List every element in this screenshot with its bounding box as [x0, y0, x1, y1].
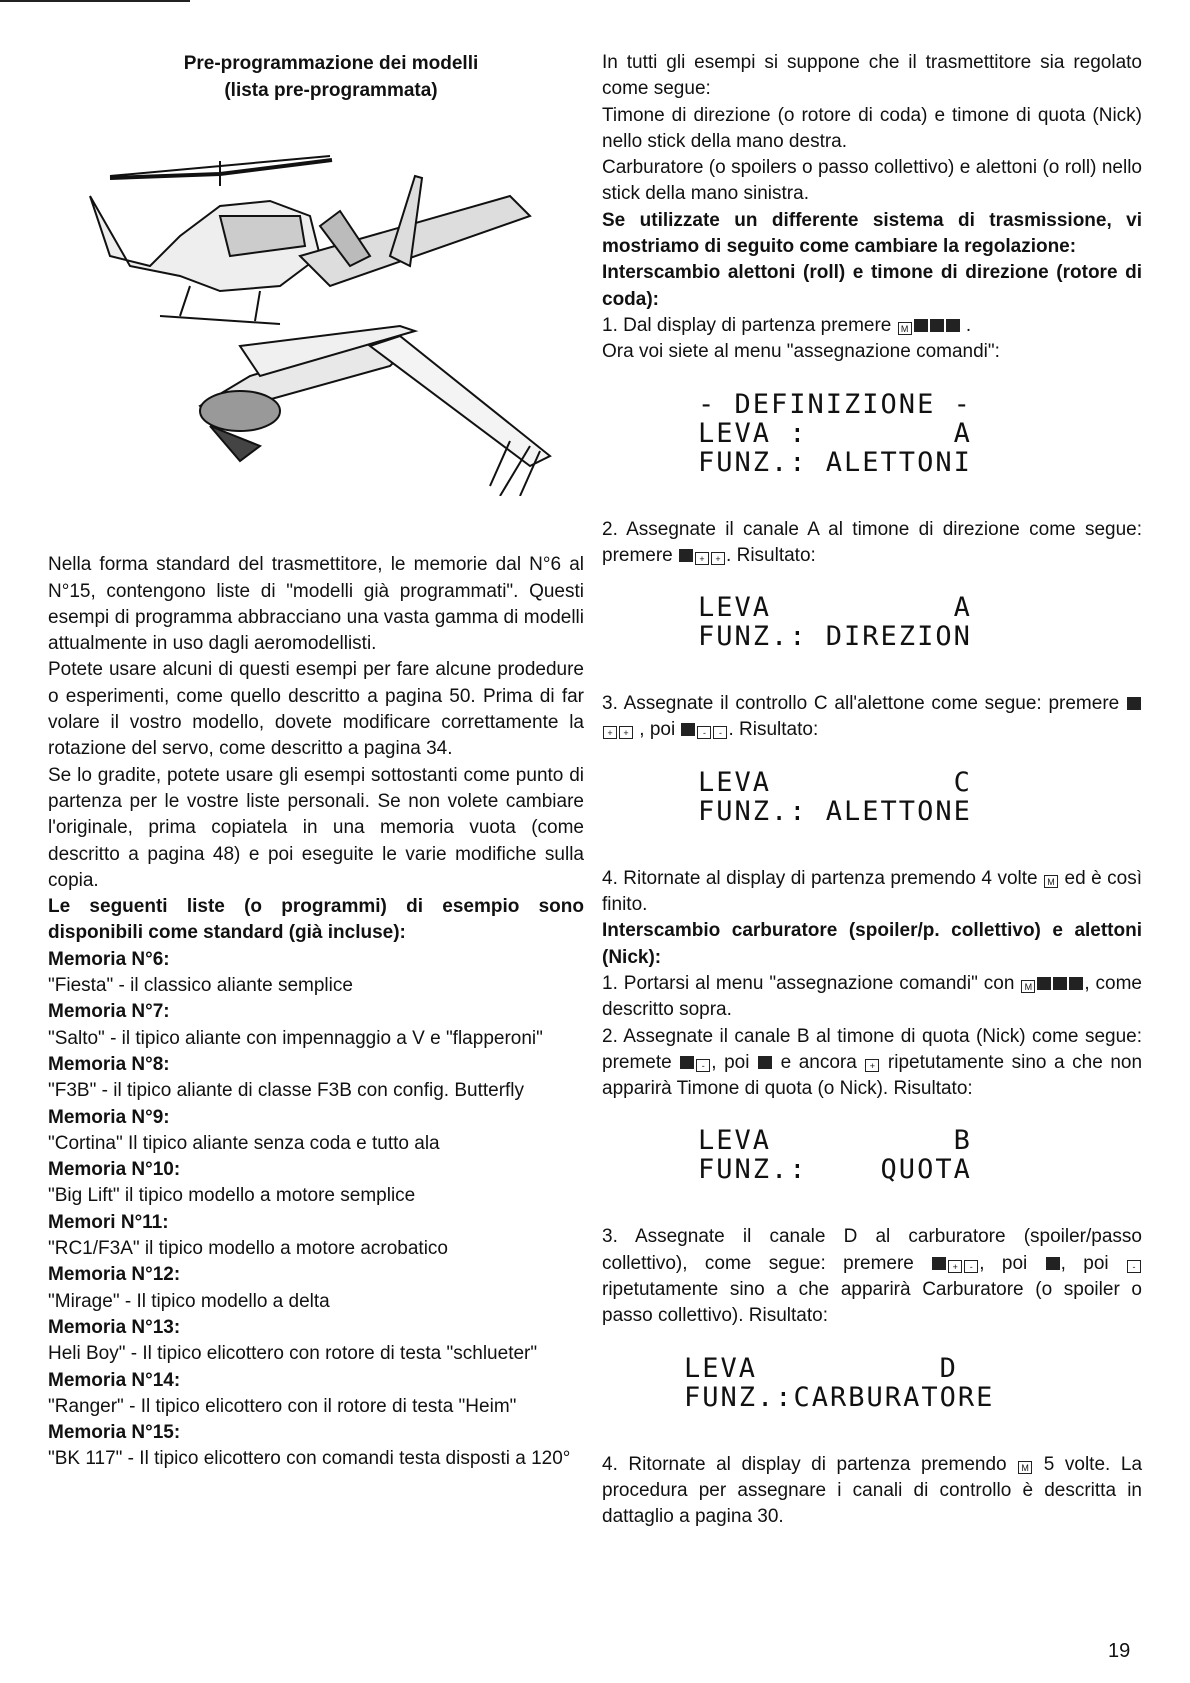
- key-icon: [930, 319, 944, 332]
- paragraph-4: Le seguenti liste (o programmi) di esempio sono disponibili come standard (già incluse):: [48, 896, 584, 944]
- r-paragraph-3: Carburatore (o spoilers o passo collettivo) e alettoni (o roll) nello stick della mano sinistra.: [602, 157, 1142, 205]
- memory-text: "Salto" - il tipico aliante con impennaggio a V e "flapperoni": [48, 1027, 543, 1049]
- left-column: [48, 50, 584, 1473]
- memory-heading: Memoria N°13:: [48, 1316, 181, 1338]
- key-icon: [946, 319, 960, 332]
- key-icon: [1069, 977, 1083, 990]
- memory-heading: Memoria N°12:: [48, 1264, 181, 1286]
- memory-text: "Ranger" - Il tipico elicottero con il rotore di testa "Heim": [48, 1395, 517, 1417]
- key-icon: +: [865, 1059, 879, 1072]
- lcd-display-4: LEVA B FUNZ.: QUOTA: [698, 1125, 972, 1186]
- r-paragraph-2: Timone di direzione (o rotore di coda) e timone di quota (Nick) nello stick della mano destra.: [602, 104, 1142, 152]
- memory-text: "Big Lift" il tipico modello a motore semplice: [48, 1185, 416, 1207]
- key-icon: +: [695, 552, 709, 565]
- memory-text: "F3B" - il tipico aliante di classe F3B con config. Butterfly: [48, 1080, 525, 1102]
- step-t2: 2. Assegnate il canale B al timone di quota (Nick) come segue: premete - , poi e ancora + ripetutamente sino a che non apparirà Timone di quota (o Nick). Risultato:: [602, 1025, 1143, 1100]
- key-icon: [681, 723, 695, 736]
- step-2: 2. Assegnate il canale A al timone di direzione come segue: premere + + . Risultato:: [602, 518, 1142, 566]
- step-3: 3. Assegnate il controllo C all'alettone come segue: premere + + , poi - - . Risultato:: [602, 691, 1142, 744]
- lcd-display-3: LEVA C FUNZ.: ALETTONE: [698, 766, 972, 827]
- heading-interchange-2: Interscambio carburatore (spoiler/p. collettivo) e alettoni (Nick):: [602, 920, 1142, 968]
- r-paragraph-4: Se utilizzate un differente sistema di trasmissione, vi mostriamo di seguito come cambiare la regolazione:: [602, 209, 1142, 258]
- memory-text: "Cortina" Il tipico aliante senza coda e tutto ala: [48, 1132, 440, 1154]
- models-illustration: [70, 116, 570, 496]
- step-1: 1. Dal display di partenza premere M .: [602, 314, 972, 336]
- key-icon: +: [711, 552, 725, 565]
- memory-heading: Memoria N°6:: [48, 948, 170, 970]
- memory-heading: Memoria N°10:: [48, 1159, 181, 1181]
- key-icon: -: [697, 726, 711, 739]
- section-subtitle: (lista pre-programmata): [224, 80, 438, 101]
- memory-heading: Memoria N°15:: [48, 1422, 181, 1444]
- step-4: 4. Ritornate al display di partenza premendo 4 volte M ed è così finito.: [602, 867, 1142, 916]
- key-icon: [680, 1056, 694, 1069]
- paragraph-3: Se lo gradite, potete usare gli esempi sottostanti come punto di partenza per le vostre liste personali. Se non volete cambiare l'originale, prima copiatela in una memoria vuota (come descritto a pagina 48) e poi eseguite le varie modifiche sulla copia.: [48, 764, 584, 891]
- key-icon: [1127, 697, 1141, 710]
- lcd-display-5: LEVA D FUNZ.:CARBURATORE: [684, 1352, 995, 1413]
- memory-heading: Memoria N°7:: [48, 1001, 170, 1023]
- memory-heading: Memori N°11:: [48, 1211, 169, 1233]
- memory-text: "BK 117" - Il tipico elicottero con comandi testa disposti a 120°: [48, 1448, 571, 1470]
- key-icon: M: [1021, 980, 1035, 993]
- key-icon: M: [1044, 875, 1058, 888]
- key-icon: -: [1127, 1260, 1141, 1273]
- key-icon: [1053, 977, 1067, 990]
- key-icon: +: [603, 726, 617, 739]
- memory-text: "RC1/F3A" il tipico modello a motore acrobatico: [48, 1238, 448, 1260]
- memory-heading: Memoria N°9:: [48, 1106, 170, 1128]
- r-paragraph-1: In tutti gli esempi si suppone che il trasmettitore sia regolato come segue:: [602, 52, 1142, 100]
- step-t1: 1. Portarsi al menu "assegnazione comandi" con M , come descritto sopra.: [602, 972, 1142, 1021]
- step-1b: Ora voi siete al menu "assegnazione comandi":: [602, 341, 1000, 363]
- heading-interchange-1: Interscambio alettoni (roll) e timone di direzione (rotore di coda):: [602, 262, 1142, 310]
- step-t3: 3. Assegnate il canale D al carburatore (spoiler/passo collettivo), come segue: premere + - , poi , poi - ripetutamente sino a che apparirà Carburatore (o spoiler o passo collettivo). Risultato:: [602, 1226, 1142, 1327]
- key-icon: M: [1018, 1461, 1032, 1474]
- key-icon: [914, 319, 928, 332]
- lcd-display-1: - DEFINIZIONE - LEVA : A FUNZ.: ALETTONI: [698, 388, 972, 478]
- key-icon: [758, 1056, 772, 1069]
- key-icon: [679, 549, 693, 562]
- key-icon: [1037, 977, 1051, 990]
- step-t4: 4. Ritornate al display di partenza premendo M 5 volte. La procedura per assegnare i canali di controllo è descritta in dattaglio a pagina 30.: [602, 1453, 1143, 1528]
- key-icon: +: [619, 726, 633, 739]
- key-icon: -: [696, 1059, 710, 1072]
- key-icon: M: [898, 322, 912, 335]
- key-icon: +: [948, 1260, 962, 1273]
- intro-paragraph: Nella forma standard del trasmettitore, le memorie dal N°6 al N°15, contengono liste di "modelli già programmati". Questi esempi di programma abbracciano una vasta gamma di modelli attualmente in uso dagli aeromodellisti.: [48, 554, 584, 655]
- right-column: [602, 50, 1142, 1531]
- key-icon: -: [964, 1260, 978, 1273]
- memory-text: Heli Boy" - Il tipico elicottero con rotore di testa "schlueter": [48, 1343, 538, 1365]
- lcd-display-2: LEVA A FUNZ.: DIREZION: [698, 592, 972, 653]
- memory-text: "Fiesta" - il classico aliante semplice: [48, 975, 353, 997]
- page-number: 19: [1108, 1640, 1131, 1662]
- section-title: Pre-programmazione dei modelli: [183, 53, 479, 74]
- memory-heading: Memoria N°14:: [48, 1369, 181, 1391]
- key-icon: [932, 1257, 946, 1270]
- key-icon: -: [713, 726, 727, 739]
- key-icon: [1046, 1257, 1060, 1270]
- memory-text: "Mirage" - Il tipico modello a delta: [48, 1290, 330, 1312]
- top-rule: [0, 0, 190, 2]
- memory-heading: Memoria N°8:: [48, 1053, 170, 1075]
- paragraph-2: Potete usare alcuni di questi esempi per fare alcune prodedure o esperimenti, come quello descritto a pagina 50. Prima di far volare il vostro modello, dovete modificare correttamente la rotazione del servo, come descritto a pagina 34.: [48, 659, 584, 760]
